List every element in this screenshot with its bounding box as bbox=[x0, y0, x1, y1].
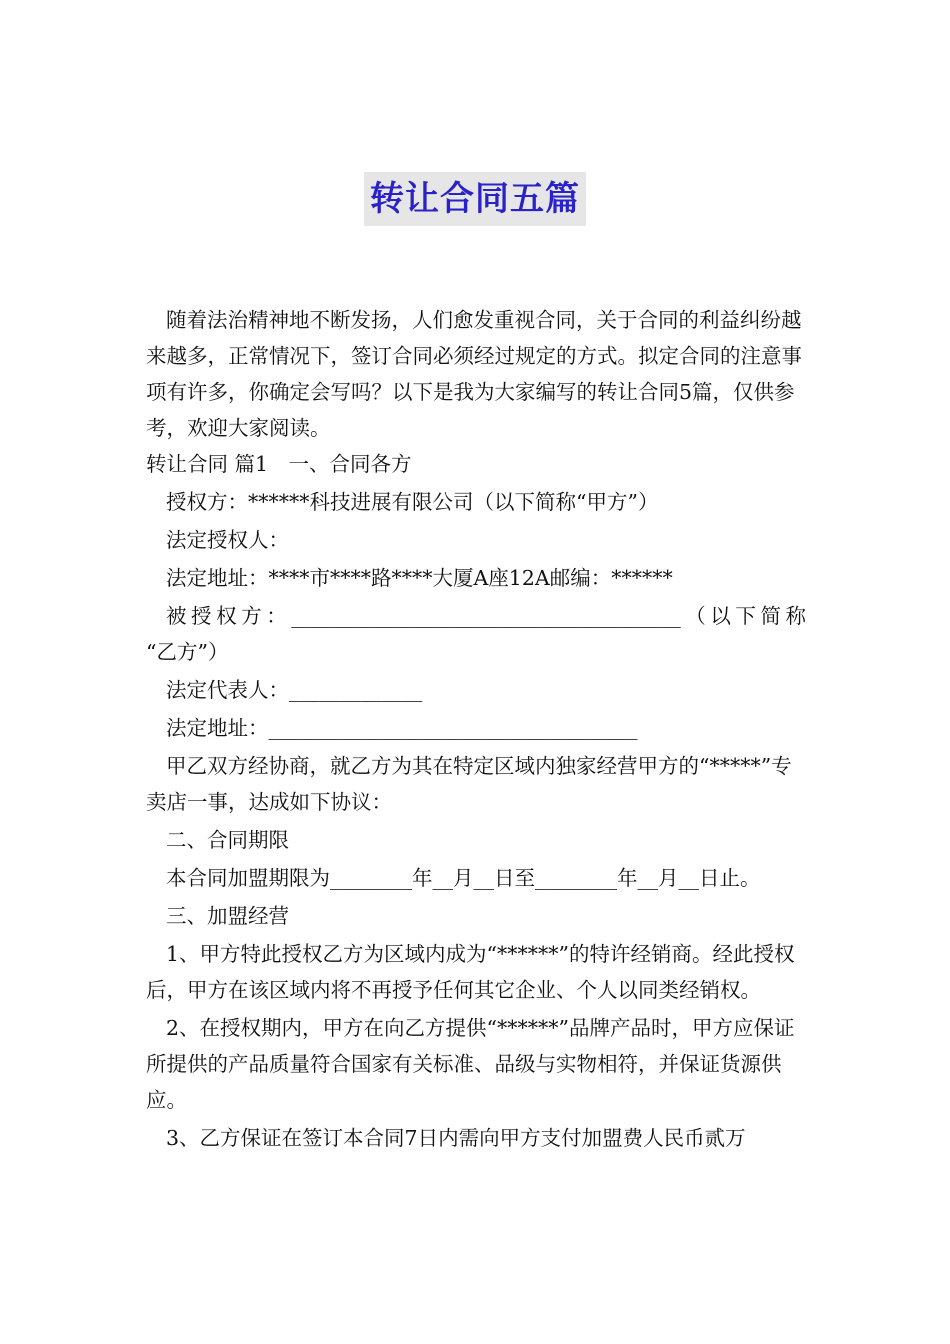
clause-1: 1、甲方特此授权乙方为区域内成为“******”的特许经销商。经此授权后，甲方在该区域内将不再授予任何其它企业、个人以同类经销权。 bbox=[146, 942, 795, 1002]
legal-representative-line: 法定代表人：_____________ bbox=[166, 678, 423, 702]
intro-paragraph: 随着法治精神地不断发扬，人们愈发重视合同，关于合同的利益纠纷越来越多，正常情况下，签订合同必须经过规定的方式。拟定合同的注意事项有许多，你确定会写吗？以下是我为大家编写的转让合同5篇，仅供参考，欢迎大家阅读。 bbox=[146, 308, 802, 440]
document-title: 转让合同五篇 bbox=[364, 172, 586, 226]
clause-2: 2、在授权期内，甲方在向乙方提供“******”品牌产品时，甲方应保证所提供的产品质量符合国家有关标准、品级与实物相符，并保证货源供应。 bbox=[146, 1016, 795, 1112]
licensee-address-line: 法定地址：____________________________________ bbox=[166, 716, 638, 740]
licensee-line: 被授权方：______________________________________（以下简称 bbox=[166, 604, 806, 628]
clause-3: 3、乙方保证在签订本合同7日内需向甲方支付加盟费人民币贰万 bbox=[166, 1126, 746, 1150]
agreement-paragraph: 甲乙双方经协商，就乙方为其在特定区域内独家经营甲方的“*****”专卖店一事，达成如下协议： bbox=[146, 754, 792, 814]
legal-authorizer-line: 法定授权人： bbox=[166, 528, 289, 552]
section-franchise-heading: 三、加盟经营 bbox=[166, 904, 289, 928]
section-term-heading: 二、合同期限 bbox=[166, 828, 289, 852]
title-wrap bbox=[0, 172, 950, 226]
licensee-abbrev-line: “乙方”） bbox=[146, 640, 229, 664]
document-body bbox=[146, 302, 806, 1156]
licensor-address-line: 法定地址：****市****路****大厦A座12A邮编：****** bbox=[166, 566, 673, 590]
contract-heading: 转让合同 篇1 一、合同各方 bbox=[146, 452, 412, 476]
term-paragraph: 本合同加盟期限为________年__月__日至________年__月__日止。 bbox=[166, 866, 761, 890]
licensor-line: 授权方：******科技进展有限公司（以下简称“甲方”） bbox=[166, 490, 659, 514]
